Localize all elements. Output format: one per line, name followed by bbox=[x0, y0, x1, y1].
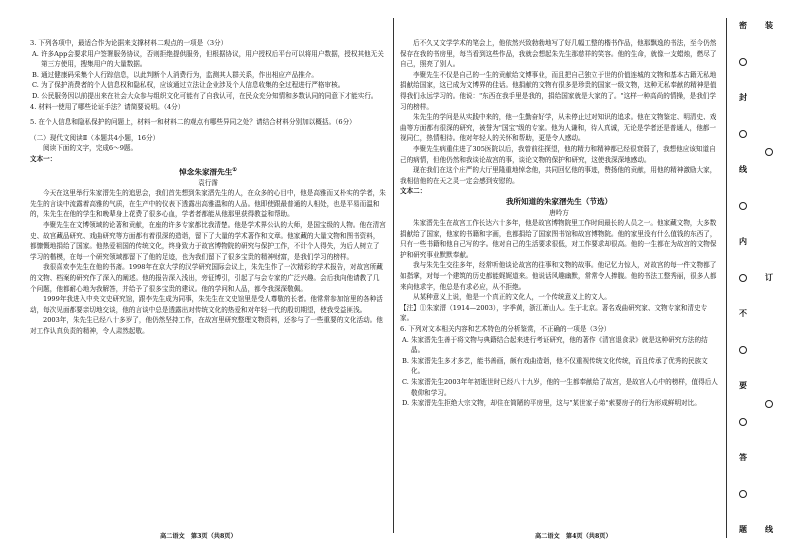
binding-char: 要 bbox=[739, 380, 747, 390]
text1-author: 袁行霈 bbox=[198, 178, 218, 187]
notes: 【注】①朱家溍（1914—2003），字季黄，浙江萧山人。生于北京。著名戏曲研究家、文物专家和清史专家。 bbox=[400, 303, 708, 323]
circle-icon bbox=[739, 418, 747, 426]
section-instruction: 阅读下面的文字，完成6～9题。 bbox=[43, 144, 138, 153]
circle-icon bbox=[739, 274, 747, 282]
text1-label: 文本一： bbox=[30, 154, 57, 163]
text1-title: 悼念朱家溍先生① bbox=[179, 166, 237, 177]
text2-label: 文本二： bbox=[400, 187, 427, 196]
binding-char: 不 bbox=[739, 308, 747, 318]
q3-options bbox=[30, 49, 386, 102]
section-title: （二）现代文阅读Ⅱ（本题共4小题，16分） bbox=[30, 133, 160, 142]
page-divider bbox=[393, 18, 394, 533]
binding-char: 答 bbox=[739, 452, 747, 462]
text1-paragraph: 李聚先生在文博领域的论著和贡献，在座的许多专家都比我清楚。他是学术界公认的大师，是国宝级的人物。他在清宫史、故宫藏品研究、戏曲研究等方面都有着很深的造诣，留下了大量的学术著作和文章。他家藏的大量文物和图书资料，都慷慨地捐给了国家。他热爱祖国的传统文化，终身致力于故宫博物院的研究与保护工作，不计个人得失，为后人树立了学习的楷模，在每一个研究领域都留下了他的足迹，也为我们留下了很多宝贵的精神财富，是我们学习的榜样。 bbox=[30, 221, 386, 261]
q4: 4. 材料一使用了哪些论证手法？请简要说明。（4分） bbox=[30, 102, 185, 111]
q6-option: B. 朱家溍先生多才多艺，能书善画，颇有戏曲造诣，他不仅重视传统文化传统，而且传承了优秀的民族文化。 bbox=[402, 356, 708, 376]
text1-paragraph: 李聚先生不仅是自己的一生的贡献给文博事业，而且把自己独立于世的价值连城的文物和基本古籍无私地捐献给国家，这已成为文博界的佳话。他捐献的文物有很多是珍贵的国家一级文物，这种无私奉献的精神是值得我们永远学习的。他说："东西在我手里是我的，捐给国家就是大家的了。"这样一种高尚的情操，是我们学习的榜样。 bbox=[400, 70, 717, 111]
circle-icon bbox=[765, 400, 773, 408]
text2-title: 我所知道的朱家溍先生（节选） bbox=[505, 196, 613, 206]
circle-icon bbox=[739, 346, 747, 354]
text1-paragraph: 我很喜欢李先生在他的书斋。1998年在京大学的汉学研究国际会议上，朱先生作了一次精彩的学术报告，对故宫所藏的文物、档案的研究作了深入的阐述。他的报告深入浅出，旁征博引，引起了与会专家的广泛兴趣。会后我向他请教了几个问题，他都耐心地为我解答，并给予了很多宝贵的建议。他的学问和人品，都令我深深敬佩。 bbox=[30, 263, 383, 293]
binding-band bbox=[727, 20, 787, 535]
binding-char: 订 bbox=[765, 272, 773, 282]
q3-stem: 3. 下列各项中，最适合作为论据来支撑材料二观点的一项是（3分） bbox=[30, 39, 228, 47]
binding-char: 线 bbox=[765, 524, 773, 534]
seal-line-column bbox=[739, 20, 747, 535]
text1-paragraph: 1999年我进入中央文史研究馆，跟李先生成为同事，朱先生在文史馆里是受人尊敬的长者。他常常参加馆里的各种活动，每次见面都要亲切地交谈，他的言谈中总是透露出对传统文化的热爱和对年轻一代的殷切期望，使我受益匪浅。 bbox=[30, 295, 383, 314]
binding-char: 线 bbox=[739, 164, 747, 174]
binding-char: 封 bbox=[739, 92, 747, 102]
q6-options bbox=[400, 335, 718, 409]
text2-paragraph: 从某种意义上说，他是一个真正的文化人，一个传统意义上的文人。 bbox=[413, 293, 611, 302]
text2-paragraph: 我与朱先生交往多年，经常听他谈论故宫的往事和文物的故事。他记忆力惊人，对故宫的每一件文物都了如指掌，对每一个建筑的历史都能娓娓道来。他说话风趣幽默，常常令人捧腹。他的书法工整秀丽，很多人都来向他求字，他总是有求必应，从不拒绝。 bbox=[400, 261, 717, 291]
binding-char: 题 bbox=[739, 524, 747, 534]
binding-char: 密 bbox=[739, 20, 747, 30]
q3-option: D. 公民服务因以前提出来在社会大众参与组织文化可能有了自我认可，在民众充分知情和多数认同的同意下才能实行。 bbox=[32, 91, 378, 100]
text1-body bbox=[30, 188, 386, 336]
text2-paragraph: 朱家溍先生在故宫工作长达六十多年，他是故宫博物院里工作时间最长的人员之一。他家藏文物，大多数捐献给了国家，他家的书籍和字画，也都捐给了国家图书馆和故宫博物院。他的家里没有什么值钱的东西了，只有一些书籍和他自己写的字。他对自己的生活要求很低，对工作要求却很高。他的一生都在为故宫的文物保护和研究事业默默奉献。 bbox=[400, 219, 717, 259]
text1-paragraph: 现在我们在这个庄严的大厅里隆重地悼念他，共同回忆他的事迹，赞扬他的贡献，用他的精神激励大家，我相信他的在天之灵一定会感到安慰的。 bbox=[400, 166, 717, 185]
q3-option: A. 许多App会要求用户签署服务协议，否则拒绝提供服务，但根据协议，用户授权后平台可以将用户数据，授权其他无关第三方使用，搜集用户的大量数据。 bbox=[32, 49, 384, 69]
q6-stem: 6. 下列对文本相关内容和艺术特色的分析鉴赏，不正确的一项是（3分） bbox=[400, 325, 611, 334]
circle-icon bbox=[765, 148, 773, 156]
staple-line-column bbox=[765, 20, 773, 535]
circle-icon bbox=[739, 490, 747, 498]
text1-paragraph: 朱先生的学问是从实践中来的，他一生勤奋好学，从未停止过对知识的追求。他在文物鉴定、明清史、戏曲等方面都有很深的研究，被誉为"国宝"级的专家。他为人谦和，待人真诚，无论是学者还是普通人，他都一视同仁，热情相待。他对年轻人的关怀和帮助，更是令人感动。 bbox=[400, 113, 717, 143]
text2-author: 唐吟方 bbox=[549, 208, 569, 217]
left-page bbox=[30, 38, 386, 337]
circle-icon bbox=[739, 58, 747, 66]
text2-body bbox=[400, 218, 718, 303]
binding-char: 内 bbox=[739, 236, 747, 246]
text1-continuation bbox=[400, 38, 718, 186]
left-footer: 高二语文 第3页（共8页） bbox=[160, 533, 237, 540]
text1-paragraph: 2003年，朱先生已经八十多岁了，他仍然坚持工作，在故宫里研究整理文物资料，还参与了一些重要的文化活动。他对工作认真负责的精神，令人肃然起敬。 bbox=[30, 316, 383, 335]
text1-paragraph: 后不久又文学学术的笔会上，他依然兴致勃勃地写了好几幅工整的楷书作品，他那飘逸的书法，至今仍然保存在我的书房里，每当看到这些作品，我就会想起朱先生那慈祥的笑容。他的生命，就像一支蜡烛，燃尽了自己，照亮了别人。 bbox=[400, 39, 717, 69]
circle-icon bbox=[739, 202, 747, 210]
q5: 5. 在个人信息和隐私保护的问题上，材料一和材料二的观点有哪些异同之处？请结合材料分别加以概括。（6分） bbox=[30, 118, 356, 127]
right-footer: 高二语文 第4页（共8页） bbox=[535, 533, 612, 540]
q6-option: A. 朱家溍先生善于将文物与典籍结合起来进行考证研究，他的著作《清宫退食录》就是这种研究方法的结晶。 bbox=[402, 335, 708, 355]
q6-option: D. 朱家溍先生拒绝大宗文物，却住在简陋的平房里，这与"某世家子弟"索要房子的行为形成鲜明对比。 bbox=[402, 399, 701, 408]
right-page bbox=[400, 38, 718, 409]
text1-paragraph: 李聚先生病重住进了305医院以后，我曾前往探望，他的精力和精神都已经很衰弱了，我想他应该知道自己的病情，但他仍然和我谈论故宫的事，谈论文物的保护和研究，这使我深深地感动。 bbox=[400, 144, 716, 164]
circle-icon bbox=[739, 130, 747, 138]
binding-char: 装 bbox=[765, 20, 773, 30]
text1-paragraph: 今天在这里举行朱家溍先生的追思会，我们首先想到朱家溍先生的人，在众多的心目中，他是高雅而又朴实的学者，朱先生的言谈中流露着高雅的气质，在生产中的仪表下透露出高雅温和的人品。他即使跟最普通的人相处，也是平易而温和的，朱先生在他的学生和晚辈身上花费了很多心血，学者者都能从他那里获得教益和帮助。 bbox=[30, 189, 386, 219]
q3-option: B. 通过健康码采集个人行踪信息，以此判断个人消费行为，监测其人群关系，作出相应产品推介。 bbox=[32, 70, 318, 79]
q6-option: C. 朱家溍先生2003年年初逝世时已经八十九岁，他的一生都奉献给了故宫，是故宫人心中的榜样，值得后人敬仰和学习。 bbox=[402, 378, 718, 397]
q3-option: C. 为了保护消费者的个人信息权和隐私权，应该通过立法让企业涉及个人信息收集的全过程进行严格审核。 bbox=[32, 81, 345, 90]
